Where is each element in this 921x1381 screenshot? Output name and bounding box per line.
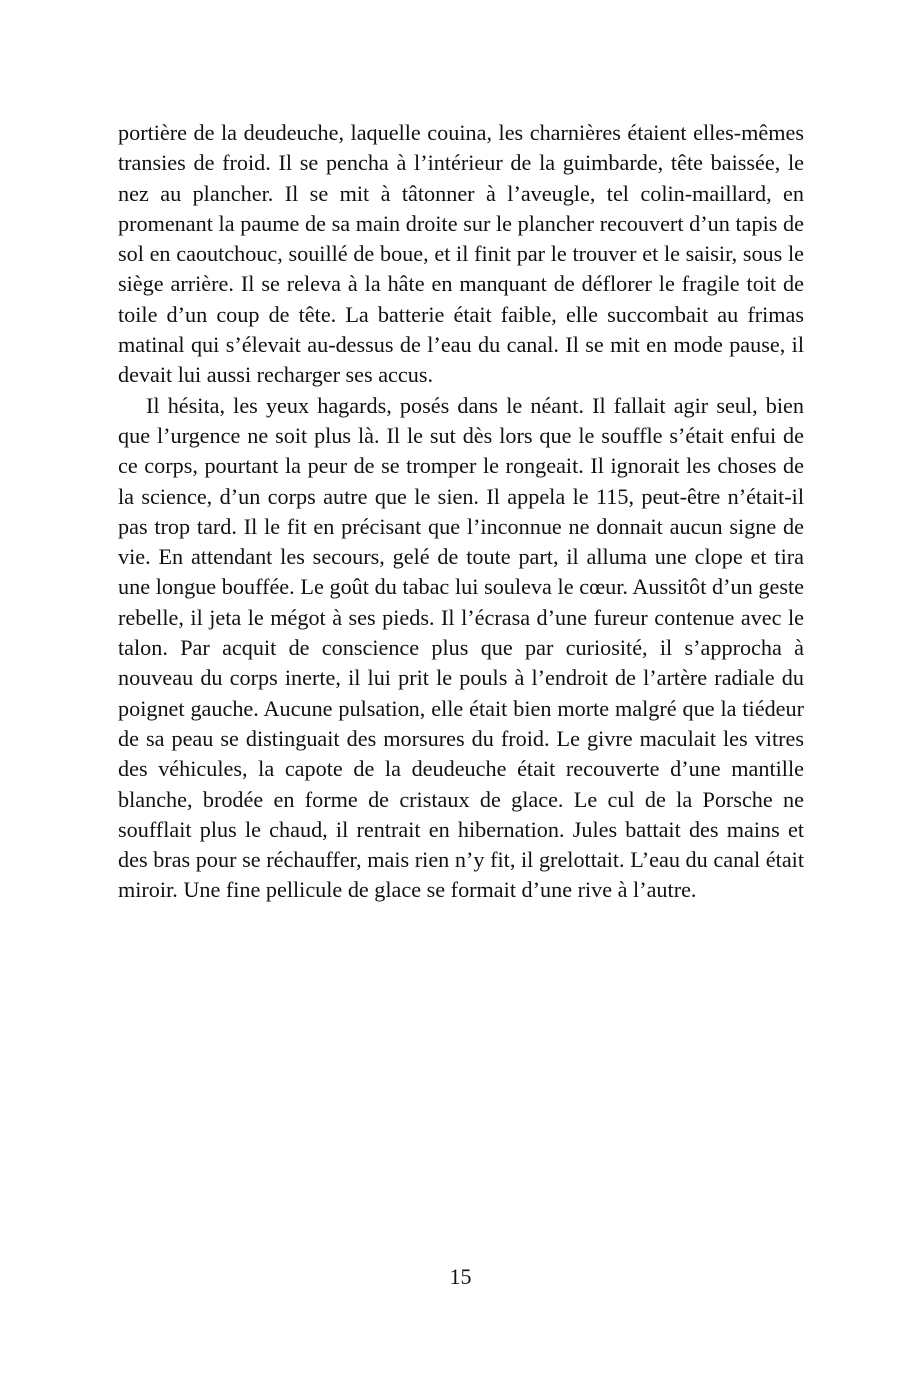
paragraph-continued: portière de la deudeuche, laquelle couina, les charnières étaient elles-mêmes transies de froid. Il se pencha à l’intérieur de la guimbarde, tête baissée, le nez au plancher. Il se mit à tâtonner à l’aveugle, tel colin-maillard, en promenant la paume de sa main droite sur le plancher recouvert d’un tapis de sol en caoutchouc, souillé de boue, et il finit par le trouver et le saisir, sous le siège arrière. Il se releva à la hâte en manquant de déflorer le fragile toit de toile d’un coup de tête. La batterie était faible, elle succombait au frimas matinal qui s’élevait au-dessus de l’eau du canal. Il se mit en mode pause, il devait lui aussi recharger ses accus. xyxy=(118,120,804,388)
body-text xyxy=(118,118,804,906)
page-number: 15 xyxy=(449,1264,472,1289)
paragraph: Il hésita, les yeux hagards, posés dans le néant. Il fallait agir seul, bien que l’urgence ne soit plus là. Il le sut dès lors que le souffle s’était enfui de ce corps, pourtant la peur de se tromper le rongeait. Il ignorait les choses de la science, d’un corps autre que le sien. Il appela le 115, peut-être n’était-il pas trop tard. Il le fit en précisant que l’inconnue ne donnait aucun signe de vie. En attendant les secours, gelé de toute part, il alluma une clope et tira une longue bouffée. Le goût du tabac lui souleva le cœur. Aussitôt d’un geste rebelle, il jeta le mégot à ses pieds. Il l’écrasa d’une fureur contenue avec le talon. Par acquit de conscience plus que par curiosité, il s’approcha à nouveau du corps inerte, il lui prit le pouls à l’endroit de l’artère radiale du poignet gauche. Aucune pulsation, elle était bien morte malgré que la tiédeur de sa peau se distinguait des morsures du froid. Le givre maculait les vitres des véhicules, la capote de la deudeuche était recouverte d’une mantille blanche, brodée en forme de cristaux de glace. Le cul de la Porsche ne soufflait plus le chaud, il rentrait en hibernation. Jules battait des mains et des bras pour se réchauffer, mais rien n’y fit, il grelottait. L’eau du canal était miroir. Une fine pellicule de glace se formait d’une rive à l’autre. xyxy=(118,392,804,903)
